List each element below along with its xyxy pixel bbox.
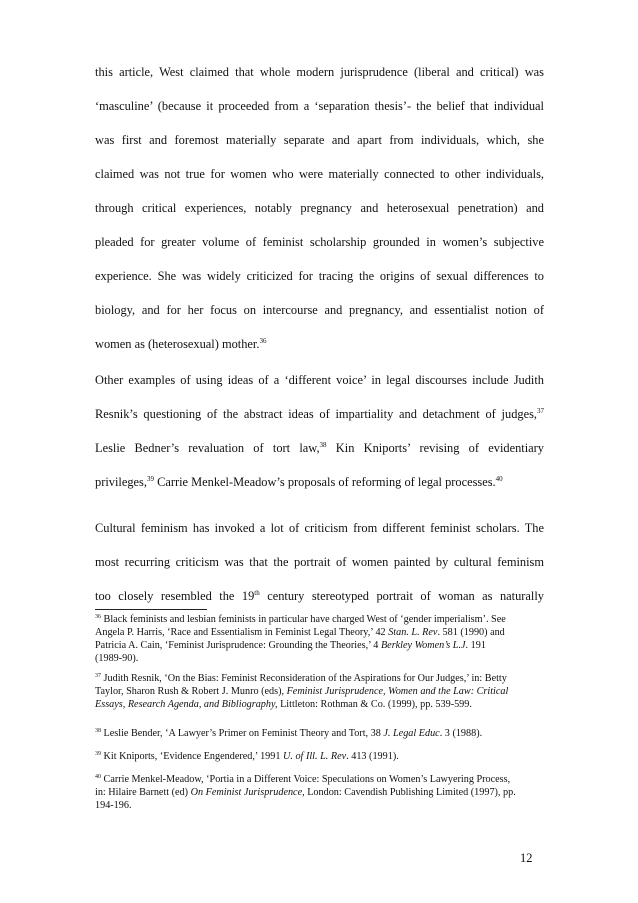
text-segment: Carrie Menkel-Meadow’s proposals of reforming of legal processes.: [153, 475, 496, 489]
text-line: Cultural feminism has invoked a lot of criticism from different feminist scholars. The: [95, 521, 544, 535]
footnote-line: 194-196.: [95, 800, 132, 811]
text-segment: privileges,: [95, 475, 147, 489]
text-line: pleaded for greater volume of feminist scholarship grounded in women’s subjective: [95, 235, 544, 249]
text-segment: Resnik’s questioning of the abstract ideas of impartiality and detachment of judges,: [95, 407, 537, 421]
text-segment: Taylor, Sharon Rush & Robert J. Munro (eds),: [95, 686, 287, 697]
citation-title: Feminist Jurisprudence, Women and the Law: Critical: [286, 686, 509, 697]
footnote-ref-39[interactable]: 39: [146, 475, 154, 483]
footnote-line: [95, 686, 508, 698]
footnote-line: [95, 728, 482, 740]
footnote-number: 37: [95, 673, 101, 679]
text-line: [95, 475, 503, 489]
footnote-ref-38[interactable]: 38: [319, 441, 327, 449]
citation-title: Essays, Research Agenda, and Bibliography,: [95, 699, 278, 710]
text-segment: too closely resembled the 19: [95, 589, 255, 603]
citation-title: On Feminist Jurisprudence,: [190, 787, 305, 798]
text-segment: Leslie Bender, ‘A Lawyer’s Primer on Feminist Theory and Tort, 38: [101, 728, 384, 739]
text-segment: London: Cavendish Publishing Limited (1997), pp.: [304, 787, 516, 798]
text-line: [95, 441, 544, 455]
text-segment: Carrie Menkel-Meadow, ‘Portia in a Different Voice: Speculations on Women’s Lawyering Process,: [101, 774, 511, 785]
text-segment: . 191: [465, 640, 486, 651]
footnote-number: 36: [95, 614, 101, 620]
text-line: experience. She was widely criticized for tracing the origins of sexual differences to: [95, 269, 544, 283]
footnote-number: 40: [95, 774, 101, 780]
text-line: was first and foremost materially separate and apart from individuals, which, she: [95, 133, 544, 147]
text-segment: Littleton: Rothman & Co. (1999), pp. 539-599.: [277, 699, 472, 710]
footnote-line: [95, 640, 486, 652]
footnote-line: [95, 699, 472, 711]
citation-title: Stan. L. Rev: [388, 627, 438, 638]
text-line: through critical experiences, notably pregnancy and heterosexual penetration) and: [95, 201, 544, 215]
text-line: most recurring criticism was that the portrait of women painted by cultural feminism: [95, 555, 544, 569]
text-segment: . 581 (1990) and: [437, 627, 505, 638]
citation-title: U. of Ill. L. Rev: [283, 751, 347, 762]
footnote-number: 39: [95, 751, 101, 757]
citation-title: Berkley Women’s L.J: [380, 640, 466, 651]
footnote-line: [95, 751, 399, 763]
text-segment: century stereotyped portrait of woman as naturally: [259, 589, 544, 603]
text-line: [95, 407, 544, 421]
footnote-ref-37[interactable]: 37: [537, 407, 544, 415]
footnote-line: [95, 787, 516, 799]
text-segment: . 3 (1988).: [439, 728, 483, 739]
text-segment: Kit Kniports, ‘Evidence Engendered,’ 1991: [101, 751, 284, 762]
text-line: biology, and for her focus on intercourse and pregnancy, and essentialist notion of: [95, 303, 544, 317]
text-segment: Black feminists and lesbian feminists in particular have charged West of ‘gender imperialism’. See: [101, 614, 506, 625]
text-line: [95, 589, 544, 603]
text-line: [95, 337, 266, 351]
text-segment: . 413 (1991).: [346, 751, 399, 762]
footnote-line: [95, 614, 506, 626]
footnote-ref-40[interactable]: 40: [495, 475, 503, 483]
text-segment: in: Hilaire Barnett (ed): [95, 787, 191, 798]
text-segment: women as (heterosexual) mother.: [95, 337, 260, 351]
footnote-ref-36[interactable]: 36: [259, 337, 267, 345]
text-line: ‘masculine’ (because it proceeded from a ‘separation thesis’- the belief that individual: [95, 99, 544, 113]
text-segment: Leslie Bedner’s revaluation of tort law,: [95, 441, 320, 455]
text-line: this article, West claimed that whole modern jurisprudence (liberal and critical) was: [95, 65, 544, 79]
footnote-line: [95, 774, 510, 786]
text-line: Other examples of using ideas of a ‘different voice’ in legal discourses include Judith: [95, 373, 544, 387]
footnote-line: [95, 673, 507, 685]
footnote-separator: [95, 609, 207, 610]
footnote-line: [95, 627, 505, 639]
text-line: claimed was not true for women who were materially connected to other individuals,: [95, 167, 544, 181]
footnote-line: (1989-90).: [95, 653, 139, 664]
text-segment: Kin Kniports’ revising of evidentiary: [326, 441, 544, 455]
text-segment: Patricia A. Cain, ‘Feminist Jurisprudence: Grounding the Theories,’ 4: [95, 640, 381, 651]
footnote-number: 38: [95, 728, 101, 734]
superscript: th: [254, 589, 260, 597]
citation-title: J. Legal Educ: [383, 728, 440, 739]
text-segment: Angela P. Harris, ‘Race and Essentialism in Feminist Legal Theory,’ 42: [95, 627, 389, 638]
text-segment: Judith Resnik, ‘On the Bias: Feminist Reconsideration of the Aspirations for Our Judges,’ in: Betty: [101, 673, 507, 684]
page-number: 12: [520, 851, 533, 865]
